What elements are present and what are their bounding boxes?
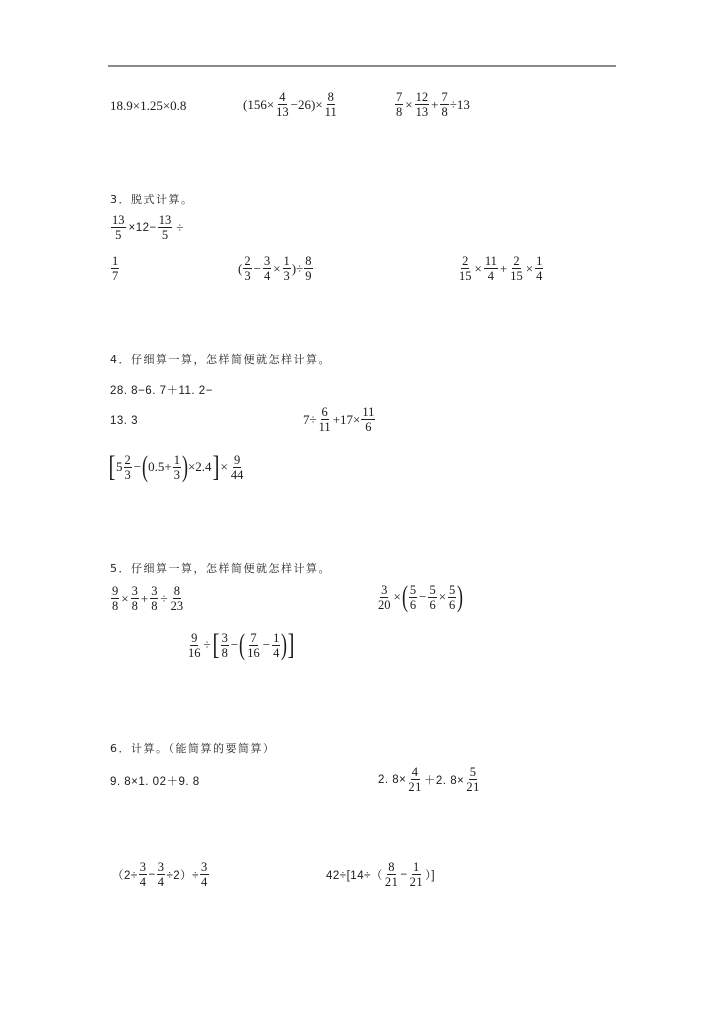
numerator: 3: [139, 860, 147, 874]
fraction: [272, 631, 280, 660]
fraction: [111, 584, 119, 613]
problem-3-1-continued: [110, 254, 120, 283]
fraction: [377, 583, 392, 612]
denominator: 6: [429, 597, 436, 612]
fraction: [395, 90, 403, 119]
numerator: 6: [321, 405, 328, 419]
fraction: [283, 254, 291, 283]
denominator: 9: [305, 269, 312, 283]
operator: ×: [220, 459, 228, 474]
denominator: 3: [283, 269, 290, 283]
operator: −: [419, 589, 427, 604]
left-paren: (: [239, 628, 246, 661]
operator: ×: [525, 260, 534, 276]
header-rule: [108, 65, 616, 67]
denominator: 8: [221, 645, 228, 660]
denominator: 15: [459, 269, 472, 283]
operator: ×: [273, 260, 281, 276]
numerator: 13: [112, 213, 125, 227]
numerator: 4: [411, 765, 419, 779]
numerator: 3: [381, 582, 388, 597]
denominator: 15: [510, 269, 523, 283]
fraction: [361, 405, 375, 434]
fraction: [246, 631, 261, 660]
numerator: 3: [221, 630, 228, 645]
expr-text: ÷13: [449, 96, 470, 112]
fraction: [484, 254, 498, 283]
numerator: 7: [441, 90, 448, 104]
problem-3-1: [110, 213, 183, 242]
fraction: [111, 254, 119, 283]
expr-text: ×12−: [128, 221, 157, 234]
operator: ÷: [160, 590, 168, 606]
denominator: 6: [409, 597, 417, 612]
fraction: [428, 583, 436, 612]
denominator: 4: [157, 875, 165, 889]
problem-6-1: 9. 8×1. 02＋9. 8: [110, 776, 200, 788]
fraction: [409, 860, 425, 889]
fraction: [111, 213, 126, 242]
numerator: 5: [429, 582, 436, 597]
denominator: 7: [112, 269, 119, 283]
numerator: 3: [200, 860, 208, 874]
denominator: 3: [124, 467, 131, 482]
fraction: [409, 583, 417, 612]
numerator: 13: [158, 213, 172, 227]
operator: ×: [121, 590, 129, 606]
fraction: [407, 765, 423, 794]
operator: ×: [405, 96, 413, 112]
right-bracket: ]: [287, 628, 295, 661]
problem-2-3: [394, 90, 470, 119]
numerator: 1: [112, 254, 119, 268]
problem-4-2: [303, 405, 376, 434]
numerator: 8: [327, 90, 334, 104]
numerator: 9: [191, 630, 198, 645]
numerator: 1: [413, 860, 420, 874]
numerator: 9: [112, 584, 119, 598]
fraction: [131, 584, 139, 613]
fraction: [509, 254, 524, 283]
numerator: 2: [462, 254, 469, 268]
fraction: [318, 405, 332, 434]
expr-text: +17×: [332, 411, 361, 427]
operator: ×: [438, 589, 447, 604]
fraction: [243, 254, 251, 283]
operator: +: [431, 96, 439, 112]
operator: ÷: [176, 219, 184, 235]
fraction: [304, 254, 312, 283]
denominator: 11: [324, 105, 337, 119]
numerator: 8: [388, 860, 396, 874]
denominator: 11: [318, 420, 331, 434]
operator: ÷: [203, 637, 211, 652]
problem-4-3: [108, 452, 245, 482]
problem-4-1: 28. 8−6. 7＋11. 2−: [110, 385, 213, 397]
denominator: 44: [230, 467, 244, 482]
problem-4-1-continued: 13. 3: [110, 415, 139, 427]
denominator: 3: [173, 467, 180, 482]
denominator: 20: [378, 597, 391, 612]
numerator: 11: [484, 254, 497, 268]
fraction: [200, 860, 209, 889]
fraction: [415, 90, 430, 119]
section-3-heading: 3．脱式计算。: [110, 193, 194, 206]
fraction: [173, 453, 181, 482]
fraction: [124, 453, 132, 482]
fraction: [535, 254, 543, 283]
expr-text: 2. 8×: [378, 773, 407, 786]
expr-text: 7÷: [303, 411, 317, 427]
denominator: 8: [131, 599, 138, 613]
denominator: 8: [151, 599, 158, 613]
fraction: [157, 860, 166, 889]
numerator: 9: [234, 452, 241, 467]
denominator: 5: [115, 228, 122, 242]
section-4-heading: 4．仔细算一算，怎样简便就怎样计算。: [110, 353, 331, 366]
numerator: 1: [273, 630, 280, 645]
operator: −: [262, 637, 271, 652]
fraction: [187, 631, 202, 660]
fraction: [275, 90, 290, 119]
denominator: 13: [276, 105, 289, 119]
denominator: 4: [273, 645, 280, 660]
operator: −: [230, 637, 239, 652]
section-6-heading: 6．计算。（能简算的要简算）: [110, 742, 276, 755]
denominator: 4: [487, 269, 494, 283]
numerator: 1: [536, 254, 543, 268]
operator: +: [140, 590, 149, 606]
numerator: 3: [157, 860, 165, 874]
fraction: [170, 584, 185, 613]
right-paren: ): [281, 628, 288, 661]
expr-text: (: [238, 260, 243, 276]
left-bracket: [: [212, 628, 220, 661]
denominator: 6: [449, 597, 456, 612]
fraction: [221, 631, 229, 660]
problem-2-1: 18.9×1.25×0.8: [110, 98, 187, 113]
left-bracket: [: [108, 450, 116, 483]
expr-text: ＋2. 8×: [423, 774, 465, 787]
operator: ×: [393, 589, 401, 604]
denominator: 8: [112, 599, 119, 613]
numerator: 7: [396, 90, 403, 104]
numerator: 3: [131, 584, 138, 598]
operator: ×: [474, 260, 482, 276]
right-paren: ): [181, 450, 188, 483]
left-paren: (: [142, 450, 149, 483]
denominator: 8: [396, 105, 403, 119]
denominator: 4: [200, 875, 208, 889]
denominator: 13: [415, 105, 429, 119]
fraction: [324, 90, 338, 119]
expr-text: (156×: [243, 96, 275, 112]
operator: −: [133, 459, 142, 474]
numerator: 5: [409, 582, 417, 597]
problem-5-2: [376, 582, 463, 612]
expr-text: 42÷[14÷（: [326, 869, 383, 882]
fraction: [458, 254, 473, 283]
denominator: 16: [188, 645, 201, 660]
denominator: 21: [408, 780, 422, 794]
fraction: [448, 583, 456, 612]
expr-text: ）]: [425, 869, 436, 882]
fraction: [139, 860, 148, 889]
expr-text: −26)×: [290, 96, 323, 112]
denominator: 16: [247, 645, 260, 660]
problem-2-2: [243, 90, 339, 119]
denominator: 21: [409, 875, 424, 889]
right-paren: ): [457, 580, 464, 613]
expr-text: 0.5+: [148, 459, 172, 474]
numerator: 3: [151, 584, 158, 598]
problem-5-1: [110, 584, 185, 613]
denominator: 21: [466, 780, 480, 794]
expr-text: （2÷: [112, 869, 138, 882]
left-paren: (: [401, 580, 408, 613]
numerator: 2: [513, 254, 520, 268]
problem-6-2: [378, 765, 482, 794]
denominator: 8: [441, 105, 448, 119]
operator: +: [499, 260, 508, 276]
fraction: [158, 213, 173, 242]
denominator: 3: [244, 269, 251, 283]
fraction: [263, 254, 271, 283]
fraction: [465, 765, 481, 794]
numerator: 1: [283, 254, 290, 268]
denominator: 4: [536, 269, 543, 283]
numerator: 12: [415, 90, 429, 104]
fraction: [440, 90, 448, 119]
numerator: 4: [279, 90, 286, 104]
problem-5-3: [186, 630, 295, 660]
numerator: 2: [244, 254, 251, 268]
right-bracket: ]: [212, 450, 220, 483]
numerator: 11: [362, 405, 375, 419]
fraction: [384, 860, 400, 889]
denominator: 4: [139, 875, 147, 889]
numerator: 8: [173, 584, 180, 598]
expr-text: ÷2）÷: [166, 869, 199, 882]
operator: −: [253, 260, 261, 276]
denominator: 4: [263, 269, 271, 283]
problem-6-4: [326, 860, 435, 889]
expr-text: −: [148, 868, 156, 881]
numerator: 5: [449, 582, 456, 597]
problem-3-3: [457, 254, 544, 283]
numerator: 2: [124, 452, 131, 467]
denominator: 21: [384, 875, 399, 889]
denominator: 23: [170, 599, 184, 613]
section-5-heading: 5．仔细算一算，怎样简便就怎样计算。: [110, 562, 331, 575]
expr-text: −: [400, 868, 408, 881]
problem-3-2: [238, 254, 314, 283]
denominator: 5: [161, 228, 169, 242]
fraction: [230, 453, 245, 482]
fraction: [150, 584, 158, 613]
problem-6-3: [112, 860, 210, 889]
numerator: 7: [250, 630, 257, 645]
numerator: 3: [263, 254, 271, 268]
expr-text: )÷: [291, 260, 304, 276]
denominator: 6: [365, 420, 372, 434]
expr-text: ×2.4: [187, 459, 212, 474]
numerator: 8: [305, 254, 312, 268]
numerator: 1: [173, 452, 180, 467]
expr-text: 5: [116, 459, 123, 474]
numerator: 5: [469, 765, 477, 779]
